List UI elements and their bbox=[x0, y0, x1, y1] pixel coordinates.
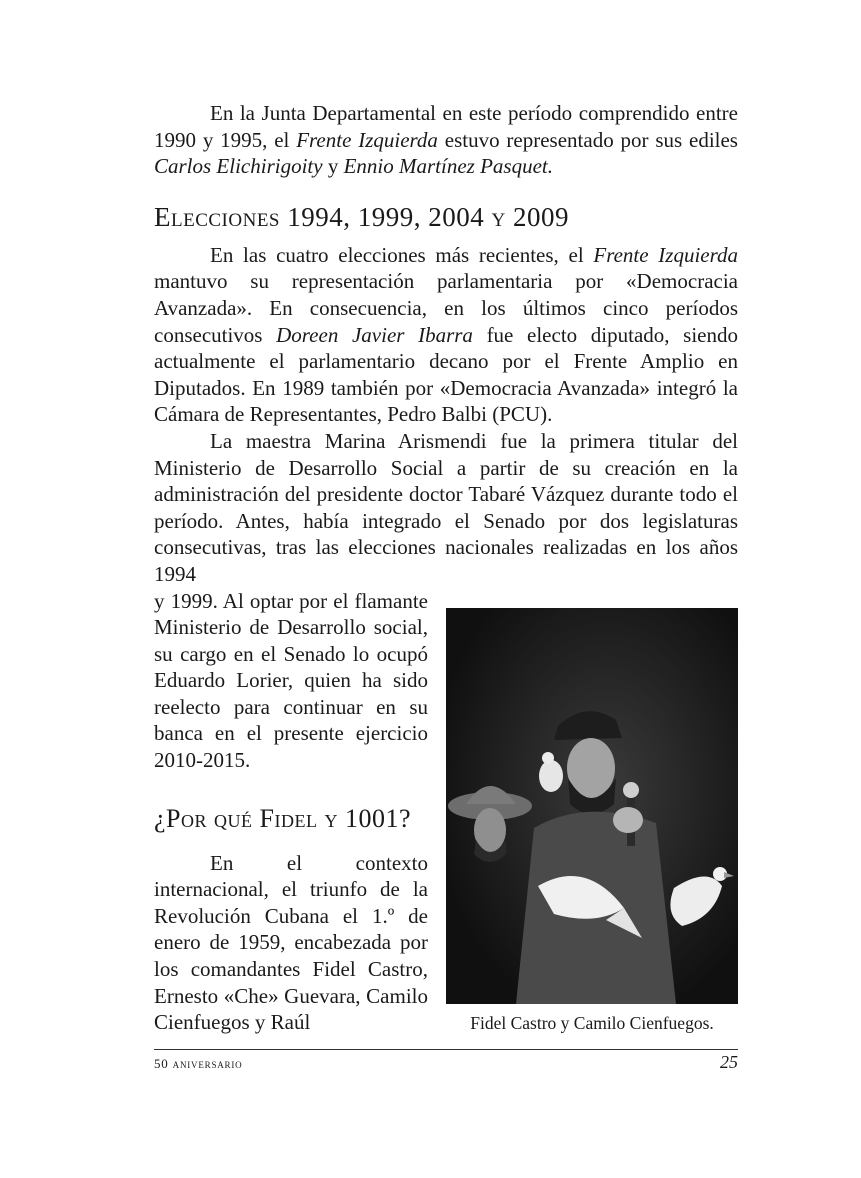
text: y bbox=[322, 154, 344, 179]
paragraph-junta bbox=[154, 100, 738, 180]
left-column bbox=[154, 588, 428, 1036]
text: estuvo representado por sus ediles bbox=[437, 127, 738, 152]
page-number: 25 bbox=[720, 1052, 738, 1072]
heading-fidel: ¿Por qué Fidel y 1001? bbox=[154, 803, 411, 833]
photo-fidel-camilo bbox=[446, 608, 738, 1004]
footer-rule bbox=[154, 1049, 738, 1050]
heading-elecciones: Elecciones 1994, 1999, 2004 y 2009 bbox=[154, 201, 569, 232]
text-and-figure bbox=[154, 588, 738, 1036]
italic-frente-izquierda: Frente Izquierda bbox=[593, 242, 738, 267]
paragraph-arismendi-continued: y 1999. Al optar por el flamante Ministerio de Desarrollo social, su cargo en el Senado lo ocupó Eduardo Lorier, quien ha sido reelecto para continuar en su banca en el presente ejercicio 2010-2015. bbox=[154, 588, 428, 773]
italic-doreen: Doreen Javier Ibarra bbox=[276, 322, 473, 347]
text: En las cuatro elecciones más recientes, el bbox=[210, 242, 594, 267]
paragraph-arismendi: La maestra Marina Arismendi fue la primera titular del Ministerio de Desarrollo Social a partir de su creación en la administración del presidente doctor Tabaré Vázquez durante todo el período. Antes, había integrado el Senado por dos legislaturas consecutivas, tras las elecciones nacionales realizadas en los años 1994 bbox=[154, 428, 738, 586]
text: En la Junta Departamental en este período comprendido entre 1990 y 1995, el bbox=[154, 101, 738, 152]
photo-illustration bbox=[446, 608, 738, 1004]
italic-frente-izquierda: Frente Izquierda bbox=[296, 127, 438, 152]
text: mantuvo su representación parlamentaria por «Democracia Avanzada». En consecuencia, en los últimos cinco períodos consecutivos bbox=[154, 269, 738, 347]
paragraph-contexto: En el contexto internacional, el triunfo de la Revolución Cubana el 1.º de enero de 1959, encabezada por los comandantes Fidel Castro, Ernesto «Che» Guevara, Camilo Cienfuegos y Raúl bbox=[154, 850, 428, 1035]
text: fue electo diputado, siendo actualmente el parlamentario decano por el Frente Amplio en Diputados. En 1989 también por «Democracia Avanzada» integró la Cámara de Representantes, Pedro Balbi (PCU). bbox=[154, 322, 738, 427]
italic-carlos: Carlos Elichirigoity bbox=[154, 154, 323, 179]
italic-ennio: Ennio Martínez Pasquet. bbox=[343, 154, 553, 179]
footer-running-title: 50 aniversario bbox=[154, 1056, 243, 1071]
page-body bbox=[154, 100, 738, 1036]
photo-caption: Fidel Castro y Camilo Cienfuegos. bbox=[470, 1012, 714, 1033]
photo-figure bbox=[446, 608, 738, 1036]
paragraph-elecciones bbox=[154, 242, 738, 428]
